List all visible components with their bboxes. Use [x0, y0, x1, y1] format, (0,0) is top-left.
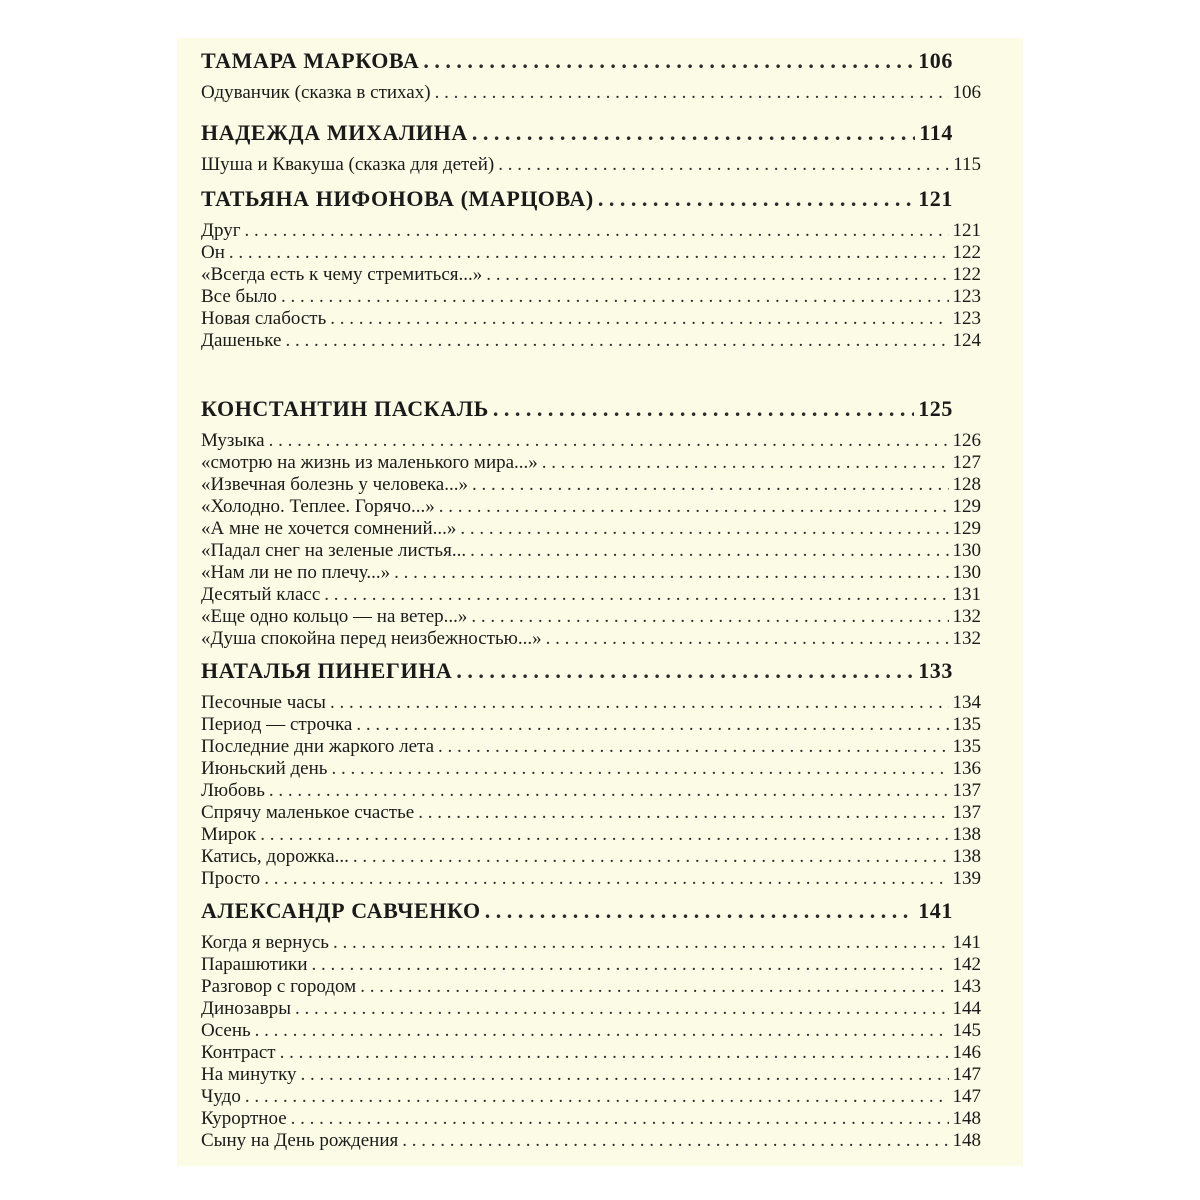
entry-title: Июньский день — [201, 758, 328, 779]
toc-entry — [201, 1064, 981, 1086]
entry-page-number: 123 — [952, 308, 981, 329]
author-page-number: 106 — [918, 48, 953, 73]
author-page-number: 125 — [918, 396, 953, 421]
entry-title: Сыну на День рождения — [201, 1130, 399, 1151]
entry-title: Когда я вернусь — [201, 932, 329, 953]
dot-leader — [472, 474, 949, 496]
author-page-number: 114 — [919, 120, 953, 145]
toc-entry — [201, 220, 981, 242]
dot-leader — [295, 998, 949, 1020]
dot-leader — [486, 264, 948, 286]
entry-page-number: 141 — [952, 932, 981, 953]
toc-entry — [201, 286, 981, 308]
toc-entry — [201, 628, 981, 650]
dot-leader — [269, 780, 949, 802]
entry-page-number: 136 — [952, 758, 981, 779]
dot-leader — [324, 584, 948, 606]
entry-page-number: 126 — [952, 430, 981, 451]
entry-title: Все было — [201, 286, 277, 307]
entry-title: На минутку — [201, 1064, 297, 1085]
entry-title: Одуванчик (сказка в стихах) — [201, 82, 431, 103]
dot-leader — [394, 562, 948, 584]
toc-entry — [201, 954, 981, 976]
entry-title: Катись, дорожка... — [201, 846, 349, 867]
dot-leader — [280, 1042, 949, 1064]
toc-section — [201, 898, 981, 1152]
entry-page-number: 131 — [952, 584, 981, 605]
toc-entry — [201, 452, 981, 474]
dot-leader — [330, 308, 948, 330]
dot-leader — [245, 220, 949, 242]
entry-page-number: 142 — [952, 954, 981, 975]
entry-page-number: 137 — [952, 802, 981, 823]
toc-entry — [201, 976, 981, 998]
toc-entry — [201, 474, 981, 496]
entry-page-number: 129 — [952, 518, 981, 539]
entry-page-number: 148 — [952, 1130, 981, 1151]
author-name: КОНСТАНТИН ПАСКАЛЬ — [201, 396, 489, 421]
toc-entry — [201, 1108, 981, 1130]
author-name: ТАМАРА МАРКОВА — [201, 48, 420, 73]
dot-leader — [460, 518, 948, 540]
entry-title: Любовь — [201, 780, 265, 801]
entry-title: Разговор с городом — [201, 976, 357, 997]
author-heading — [201, 186, 953, 216]
entry-title: Парашютики — [201, 954, 308, 975]
entry-page-number: 122 — [952, 264, 981, 285]
entry-page-number: 127 — [952, 452, 981, 473]
dot-leader — [472, 120, 916, 146]
entry-page-number: 143 — [952, 976, 981, 997]
toc-entry — [201, 846, 981, 868]
toc-entry — [201, 802, 981, 824]
dot-leader — [456, 658, 914, 684]
dot-leader — [260, 824, 948, 846]
entry-title: «Еще одно кольцо — на ветер...» — [201, 606, 468, 627]
entry-page-number: 121 — [952, 220, 981, 241]
dot-leader — [255, 1020, 949, 1042]
entry-title: Десятый класс — [201, 584, 321, 605]
dot-leader — [269, 430, 949, 452]
entry-title: «Всегда есть к чему стремиться...» — [201, 264, 483, 285]
dot-leader — [229, 242, 949, 264]
author-page-number: 121 — [918, 186, 953, 211]
toc-entry — [201, 430, 981, 452]
entry-title: Динозавры — [201, 998, 291, 1019]
entry-title: Период — строчка — [201, 714, 353, 735]
toc-entry — [201, 496, 981, 518]
author-heading — [201, 120, 953, 150]
entry-title: «смотрю на жизнь из маленького мира...» — [201, 452, 538, 473]
dot-leader — [312, 954, 949, 976]
entry-page-number: 124 — [952, 330, 981, 351]
toc-section — [201, 658, 981, 890]
toc-section — [201, 396, 981, 650]
toc-entry — [201, 82, 981, 104]
toc-entry — [201, 824, 981, 846]
toc-entry — [201, 932, 981, 954]
toc-entry — [201, 584, 981, 606]
dot-leader — [333, 932, 949, 954]
entry-page-number: 147 — [952, 1064, 981, 1085]
toc-entry — [201, 242, 981, 264]
author-name: АЛЕКСАНДР САВЧЕНКО — [201, 898, 481, 923]
author-heading — [201, 48, 953, 78]
toc-entry — [201, 540, 981, 562]
dot-leader — [542, 452, 949, 474]
entry-title: «Душа спокойна перед неизбежностью...» — [201, 628, 542, 649]
entry-page-number: 132 — [952, 606, 981, 627]
dot-leader — [470, 540, 948, 562]
dot-leader — [356, 714, 948, 736]
author-name: ТАТЬЯНА НИФОНОВА (МАРЦОВА) — [201, 186, 594, 211]
entry-title: Песочные часы — [201, 692, 326, 713]
entry-page-number: 106 — [952, 82, 981, 103]
entry-title: Последние дни жаркого лета — [201, 736, 435, 757]
author-heading — [201, 396, 953, 426]
entry-title: Дашеньке — [201, 330, 282, 351]
dot-leader — [438, 736, 948, 758]
dot-leader — [485, 898, 914, 924]
toc-entry — [201, 562, 981, 584]
toc-entry — [201, 330, 981, 352]
entry-title: «А мне не хочется сомнений...» — [201, 518, 457, 539]
toc-section — [201, 186, 981, 352]
entry-title: Курортное — [201, 1108, 287, 1129]
toc-entry — [201, 1020, 981, 1042]
dot-leader — [281, 286, 949, 308]
entry-page-number: 130 — [952, 562, 981, 583]
entry-page-number: 134 — [952, 692, 981, 713]
toc-entry — [201, 518, 981, 540]
entry-title: Спрячу маленькое счастье — [201, 802, 415, 823]
author-name: НАДЕЖДА МИХАЛИНА — [201, 120, 468, 145]
entry-page-number: 123 — [952, 286, 981, 307]
toc-entry — [201, 308, 981, 330]
dot-leader — [353, 846, 949, 868]
dot-leader — [360, 976, 948, 998]
entry-page-number: 147 — [952, 1086, 981, 1107]
entry-title: Осень — [201, 1020, 251, 1041]
author-heading — [201, 658, 953, 688]
dot-leader — [435, 82, 949, 104]
toc-entry — [201, 1130, 981, 1152]
entry-title: Мирок — [201, 824, 257, 845]
entry-title: Чудо — [201, 1086, 241, 1107]
toc-section — [201, 120, 981, 176]
book-page — [177, 38, 1023, 1166]
entry-page-number: 145 — [952, 1020, 981, 1041]
toc-entry — [201, 606, 981, 628]
dot-leader — [330, 692, 949, 714]
entry-page-number: 132 — [952, 628, 981, 649]
dot-leader — [402, 1130, 948, 1152]
toc-entry — [201, 868, 981, 890]
dot-leader — [439, 496, 949, 518]
toc-entry — [201, 714, 981, 736]
toc-entry — [201, 692, 981, 714]
toc-entry — [201, 736, 981, 758]
entry-page-number: 135 — [952, 736, 981, 757]
entry-page-number: 139 — [952, 868, 981, 889]
dot-leader — [264, 868, 948, 890]
entry-page-number: 138 — [952, 846, 981, 867]
entry-page-number: 129 — [952, 496, 981, 517]
dot-leader — [291, 1108, 949, 1130]
entry-title: «Падал снег на зеленые листья... — [201, 540, 467, 561]
author-page-number: 141 — [918, 898, 953, 923]
dot-leader — [245, 1086, 949, 1108]
toc-entry — [201, 1086, 981, 1108]
entry-title: Контраст — [201, 1042, 276, 1063]
toc-entry — [201, 780, 981, 802]
entry-title: Новая слабость — [201, 308, 327, 329]
toc-entry — [201, 264, 981, 286]
dot-leader — [301, 1064, 949, 1086]
entry-title: Он — [201, 242, 225, 263]
entry-title: Шуша и Квакуша (сказка для детей) — [201, 154, 495, 175]
dot-leader — [331, 758, 948, 780]
dot-leader — [498, 154, 949, 176]
entry-page-number: 137 — [952, 780, 981, 801]
entry-page-number: 148 — [952, 1108, 981, 1129]
entry-page-number: 135 — [952, 714, 981, 735]
entry-title: «Извечная болезнь у человека...» — [201, 474, 468, 495]
dot-leader — [493, 396, 914, 422]
dot-leader — [285, 330, 948, 352]
toc-entry — [201, 998, 981, 1020]
table-of-contents — [201, 46, 981, 1152]
toc-entry — [201, 154, 981, 176]
dot-leader — [598, 186, 914, 212]
entry-page-number: 138 — [952, 824, 981, 845]
dot-leader — [418, 802, 948, 824]
entry-page-number: 115 — [953, 154, 981, 175]
toc-entry — [201, 758, 981, 780]
entry-page-number: 130 — [952, 540, 981, 561]
entry-page-number: 128 — [952, 474, 981, 495]
entry-title: «Холодно. Теплее. Горячо...» — [201, 496, 435, 517]
toc-entry — [201, 1042, 981, 1064]
entry-page-number: 144 — [952, 998, 981, 1019]
dot-leader — [546, 628, 949, 650]
author-heading — [201, 898, 953, 928]
entry-title: «Нам ли не по плечу...» — [201, 562, 391, 583]
entry-page-number: 122 — [952, 242, 981, 263]
entry-page-number: 146 — [952, 1042, 981, 1063]
dot-leader — [423, 48, 914, 74]
entry-title: Просто — [201, 868, 261, 889]
toc-section — [201, 48, 981, 104]
author-page-number: 133 — [918, 658, 953, 683]
entry-title: Друг — [201, 220, 241, 241]
entry-title: Музыка — [201, 430, 265, 451]
author-name: НАТАЛЬЯ ПИНЕГИНА — [201, 658, 453, 683]
dot-leader — [471, 606, 948, 628]
